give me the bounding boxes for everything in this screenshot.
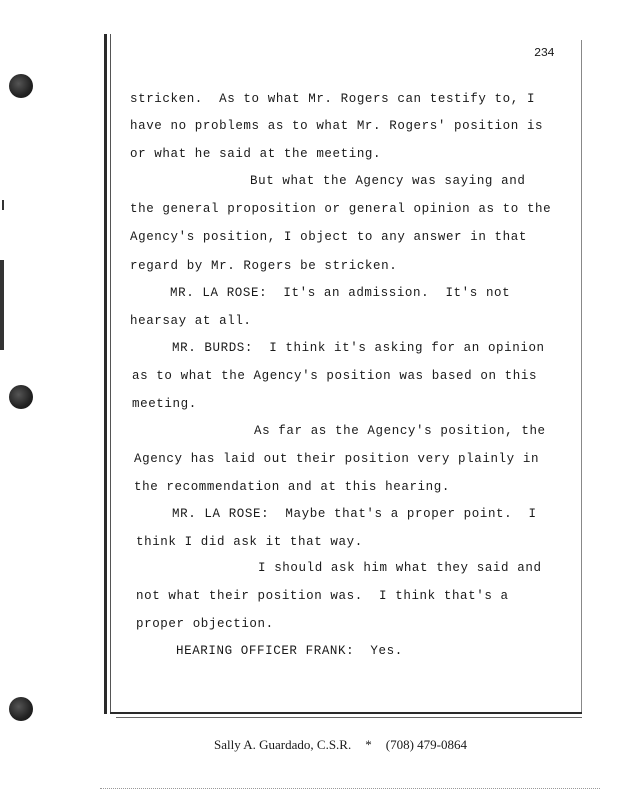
reporter-phone: (708) 479-0864 — [385, 737, 467, 752]
transcript-line: hearsay at all. — [130, 314, 252, 328]
transcript-line: have no problems as to what Mr. Rogers' position is — [130, 119, 544, 133]
transcript-line: regard by Mr. Rogers be stricken. — [130, 259, 398, 273]
transcript-line: Agency's position, I object to any answer in that — [130, 230, 527, 244]
speaker-line: MR. LA ROSE: It's an admission. It's not — [170, 286, 511, 300]
transcript-line: But what the Agency was saying and — [250, 174, 526, 188]
transcript-line: the recommendation and at this hearing. — [134, 480, 450, 494]
transcript-line: the general proposition or general opinion as to the — [130, 202, 552, 216]
page-number: 234 — [534, 46, 555, 60]
transcript-line: not what their position was. I think that's a — [136, 589, 509, 603]
reporter-name: Sally A. Guardado, C.S.R. — [214, 737, 352, 752]
reporter-footer — [214, 737, 467, 753]
transcript-line: as to what the Agency's position was based on this — [132, 369, 538, 383]
transcript-line: stricken. As to what Mr. Rogers can testify to, I — [130, 92, 536, 106]
scan-bottom-edge — [100, 788, 600, 790]
transcript-line: think I did ask it that way. — [136, 535, 363, 549]
footer-separator: * — [365, 737, 372, 752]
transcript-line: proper objection. — [136, 617, 274, 631]
transcript-line: meeting. — [132, 397, 197, 411]
transcript-line: Agency has laid out their position very plainly in — [134, 452, 540, 466]
transcript-line: or what he said at the meeting. — [130, 147, 382, 161]
speaker-line: MR. LA ROSE: Maybe that's a proper point. I — [172, 507, 537, 521]
transcript-line: As far as the Agency's position, the — [254, 424, 546, 438]
transcript-line: I should ask him what they said and — [258, 561, 542, 575]
speaker-line: HEARING OFFICER FRANK: Yes. — [176, 644, 403, 658]
speaker-line: MR. BURDS: I think it's asking for an opinion — [172, 341, 545, 355]
